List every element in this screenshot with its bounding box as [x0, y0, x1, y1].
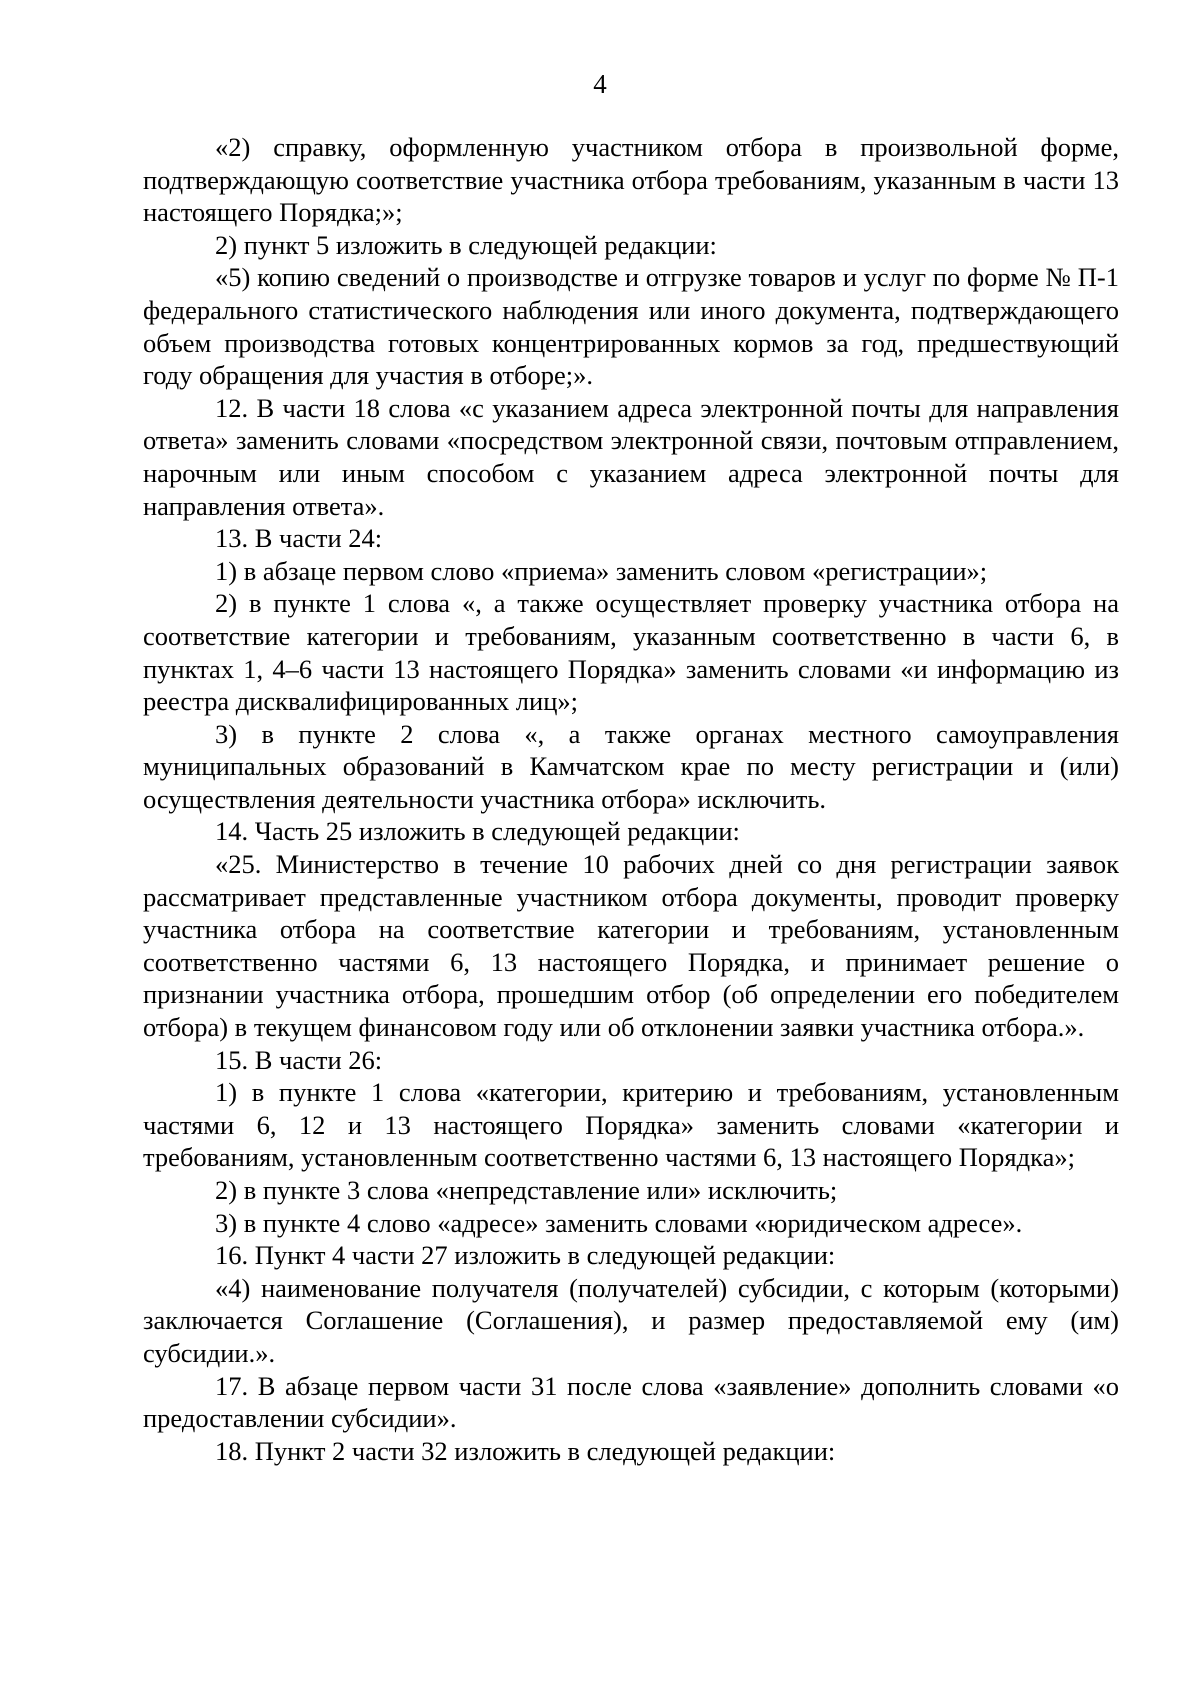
- paragraph: «25. Министерство в течение 10 рабочих дней со дня регистрации заявок рассматривает представленные участником отбора документы, проводит проверку участника отбора на соответствие категории и требованиям, установленным соответственно частями 6, 13 настоящего Порядка, и принимает решение о признании участника отбора, прошедшим отбор (об определении его победителем отбора) в текущем финансовом году или об отклонении заявки участника отбора.».: [143, 849, 1119, 1043]
- paragraph: 3) в пункте 2 слова «, а также органах местного самоуправления муниципальных образований в Камчатском крае по месту регистрации и (или) осуществления деятельности участника отбора» исключить.: [143, 718, 1119, 814]
- paragraph: 3) в пункте 4 слово «адресе» заменить словами «юридическом адресе».: [215, 1207, 1023, 1238]
- paragraph: 1) в пункте 1 слова «категории, критерию и требованиям, установленным частями 6, 12 и 13 настоящего Порядка» заменить словами «категории и требованиям, установленным соответственно частями 6, 13 настоящего Порядка»;: [143, 1077, 1119, 1173]
- paragraph: 14. Часть 25 изложить в следующей редакции:: [215, 816, 740, 847]
- paragraph: 2) в пункте 1 слова «, а также осуществляет проверку участника отбора на соответствие категории и требованиям, указанным соответственно в части 6, в пунктах 1, 4–6 части 13 настоящего Порядка» заменить словами «и информацию из реестра дисквалифицированных лиц»;: [143, 588, 1119, 717]
- document-body: [143, 131, 1119, 1467]
- paragraph: 15. В части 26:: [215, 1044, 383, 1075]
- paragraph: 1) в абзаце первом слово «приема» заменить словом «регистрации»;: [215, 555, 988, 586]
- paragraph: «5) копию сведений о производстве и отгрузке товаров и услуг по форме № П-1 федерального статистического наблюдения или иного документа, подтверждающего объем производства готовых концентрированных кормов за год, предшествующий году обращения для участия в отборе;».: [143, 262, 1119, 391]
- paragraph: 16. Пункт 4 части 27 изложить в следующей редакции:: [215, 1240, 836, 1271]
- paragraph: 13. В части 24:: [215, 523, 383, 554]
- paragraph: 12. В части 18 слова «с указанием адреса электронной почты для направления ответа» заменить словами «посредством электронной связи, почтовым отправлением, нарочным или иным способом с указанием адреса электронной почты для направления ответа».: [143, 392, 1119, 521]
- paragraph: «4) наименование получателя (получателей) субсидии, с которым (которыми) заключается Соглашение (Соглашения), и размер предоставляемой ему (им) субсидии.».: [143, 1272, 1119, 1368]
- page-number: 4: [593, 69, 607, 99]
- paragraph: 2) пункт 5 изложить в следующей редакции:: [215, 229, 717, 260]
- paragraph: «2) справку, оформленную участником отбора в произвольной форме, подтверждающую соответствие участника отбора требованиям, указанным в части 13 настоящего Порядка;»;: [143, 132, 1119, 228]
- paragraph: 18. Пункт 2 части 32 изложить в следующей редакции:: [215, 1435, 836, 1466]
- paragraph: 2) в пункте 3 слова «непредставление или» исключить;: [215, 1175, 838, 1205]
- paragraph: 17. В абзаце первом части 31 после слова «заявление» дополнить словами «о предоставлении субсидии».: [143, 1370, 1119, 1434]
